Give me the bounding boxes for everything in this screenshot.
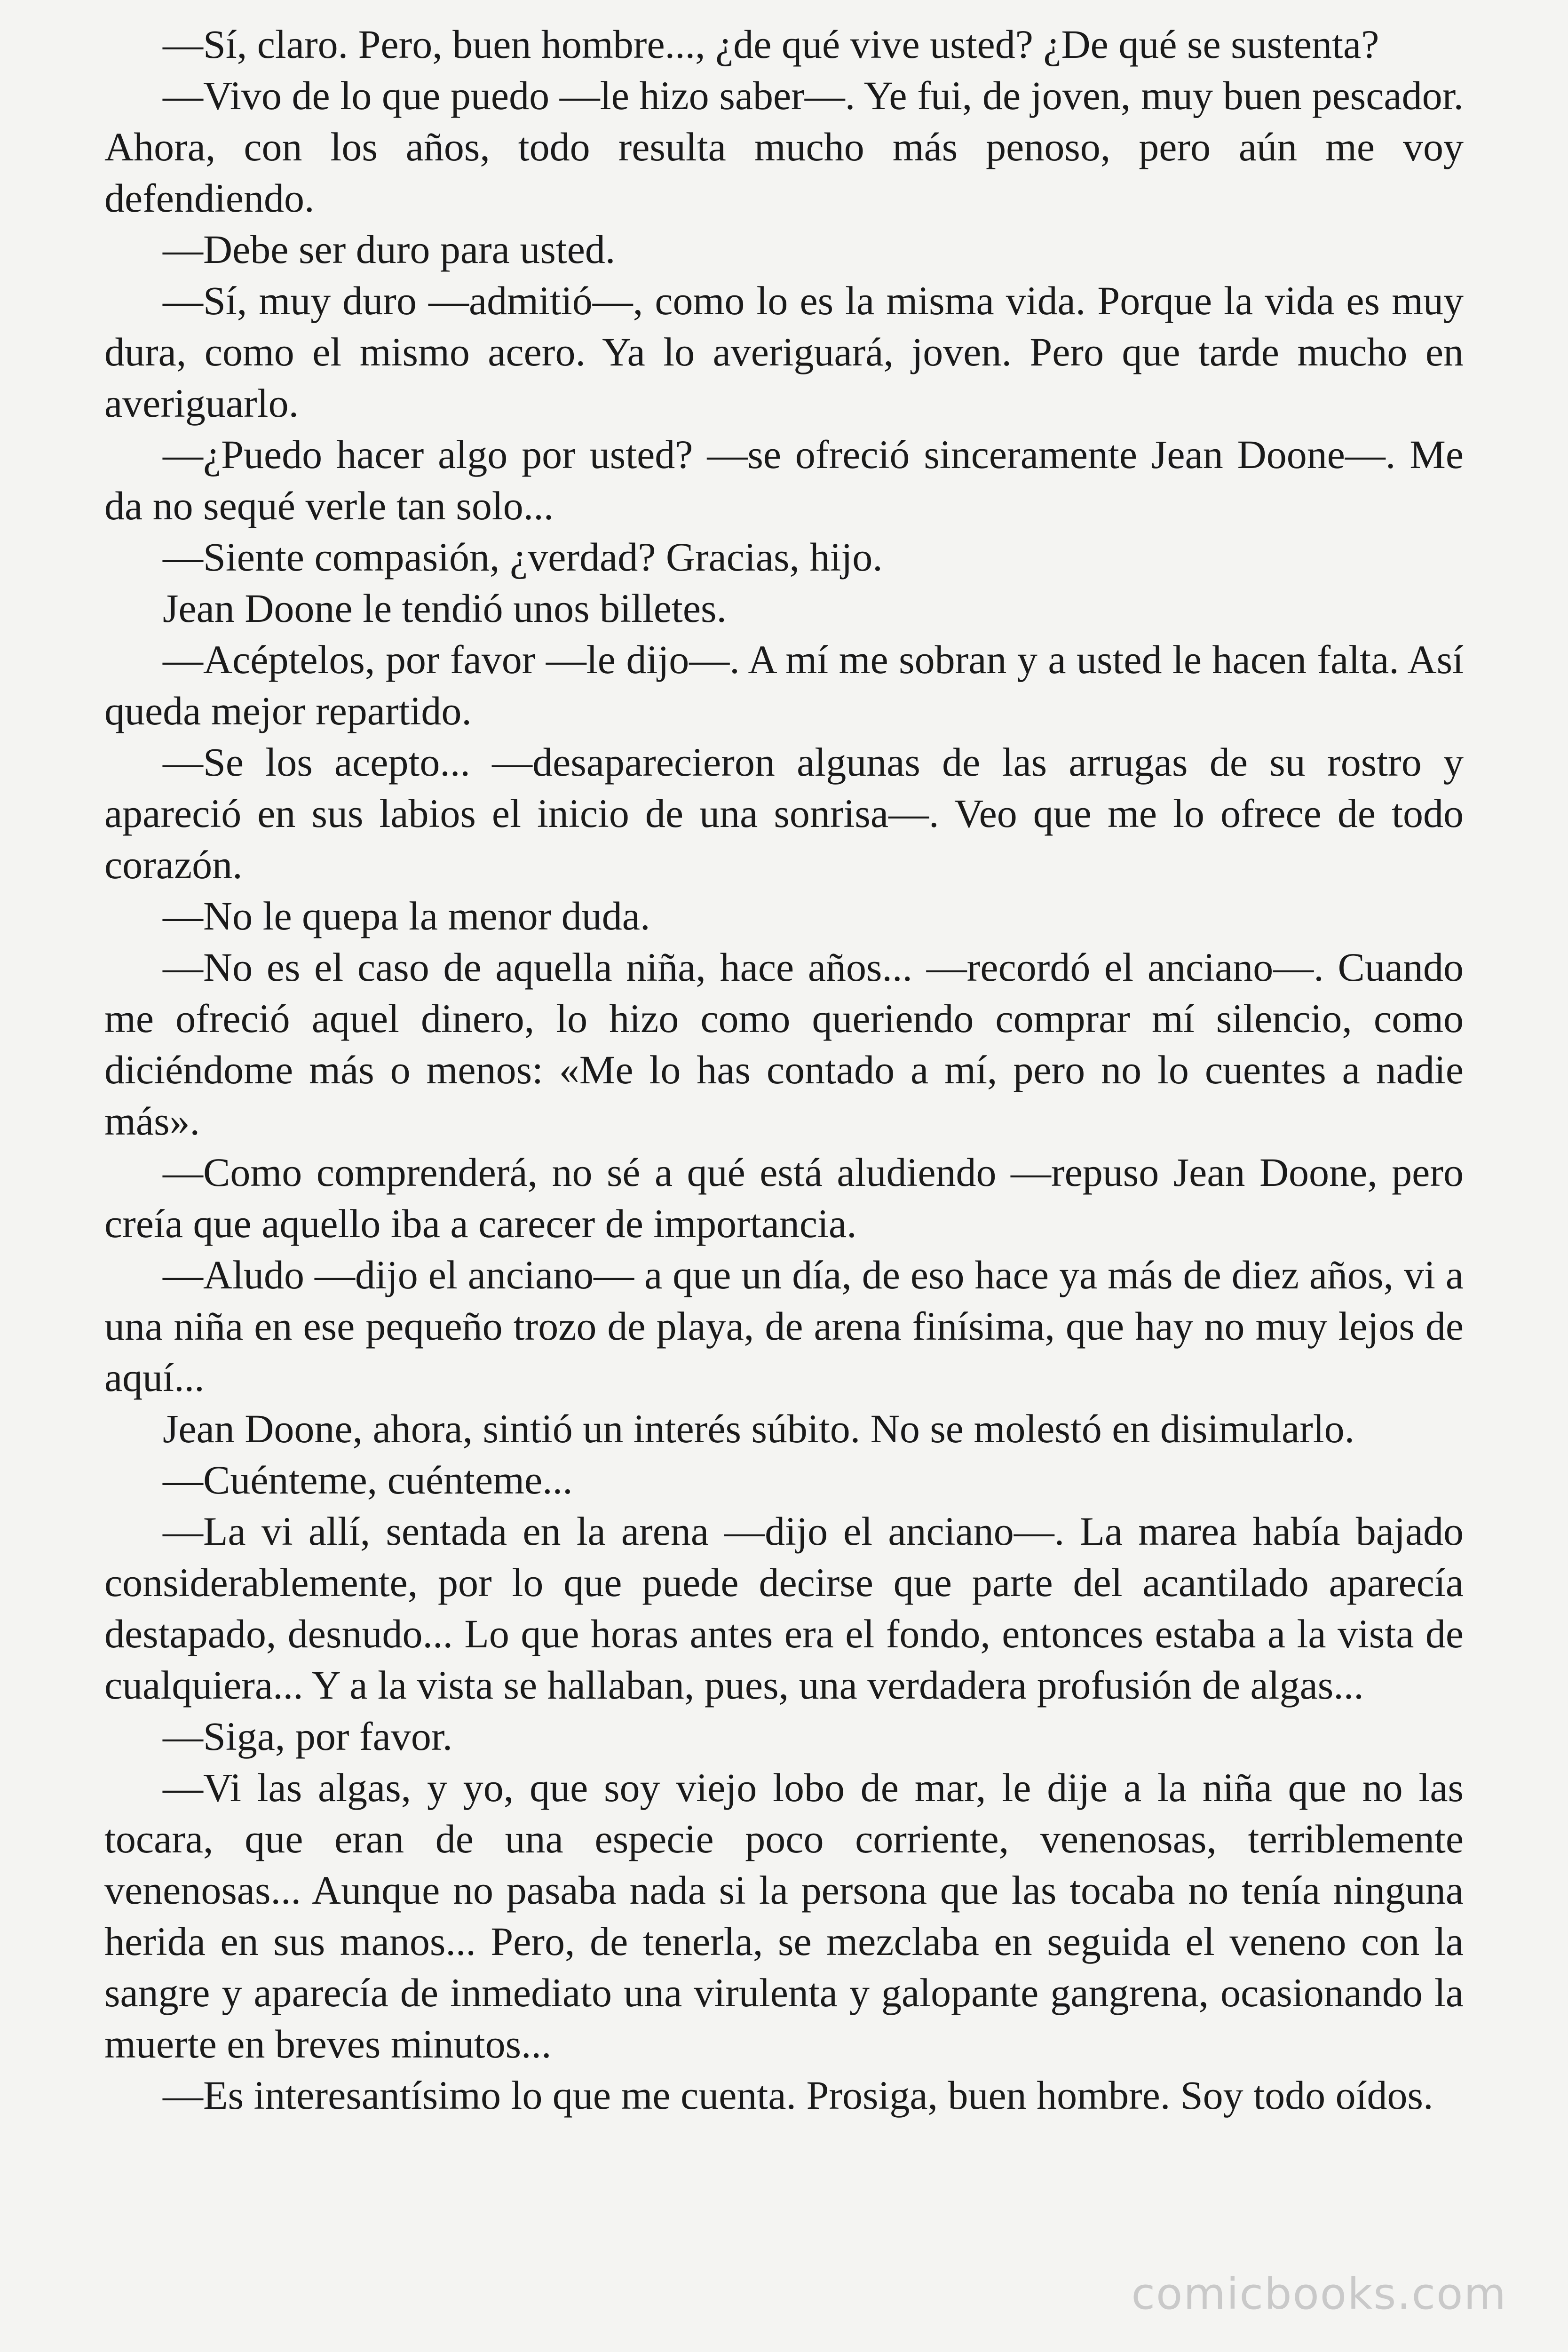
- paragraph: Jean Doone le tendió unos billetes.: [163, 586, 727, 631]
- paragraph: —Siente compasión, ¿verdad? Gracias, hijo.: [163, 534, 883, 580]
- watermark: comicbooks.com: [1131, 2269, 1507, 2319]
- book-page: [104, 19, 1464, 2121]
- paragraph: —¿Puedo hacer algo por usted? —se ofreció sinceramente Jean Doone—. Me da no sequé verle tan solo...: [104, 432, 1464, 528]
- paragraph: —Se los acepto... —desaparecieron algunas de las arrugas de su rostro y apareció en sus labios el inicio de una sonrisa—. Veo que me lo ofrece de todo corazón.: [104, 739, 1464, 887]
- paragraph: —Vi las algas, y yo, que soy viejo lobo de mar, le dije a la niña que no las tocara, que eran de una especie poco corriente, venenosas, terriblemente venenosas... Aunque no pasaba nada si la persona que las tocaba no tenía ninguna herida en sus manos... Pero, de tenerla, se mezclaba en seguida el veneno con la sangre y aparecía de inmediato una virulenta y galopante gangrena, ocasionando la muerte en breves minutos...: [104, 1765, 1464, 2066]
- paragraph: —Como comprenderá, no sé a qué está aludiendo —repuso Jean Doone, pero creía que aquello iba a carecer de importancia.: [104, 1150, 1464, 1246]
- paragraph: —Siga, por favor.: [163, 1714, 453, 1759]
- paragraph: —La vi allí, sentada en la arena —dijo el anciano—. La marea había bajado considerablemente, por lo que puede decirse que parte del acantilado aparecía destapado, desnudo... Lo que horas antes era el fondo, entonces estaba a la vista de cualquiera... Y a la vista se hallaban, pues, una verdadera profusión de algas...: [104, 1509, 1464, 1708]
- paragraph: —No le quepa la menor duda.: [163, 893, 650, 938]
- paragraph: —Cuénteme, cuénteme...: [163, 1457, 573, 1502]
- paragraph: —No es el caso de aquella niña, hace años... —recordó el anciano—. Cuando me ofreció aquel dinero, lo hizo como queriendo comprar mí silencio, como diciéndome más o menos: «Me lo has contado a mí, pero no lo cuentes a nadie más».: [104, 945, 1464, 1144]
- paragraph: —Vivo de lo que puedo —le hizo saber—. Ye fui, de joven, muy buen pescador. Ahora, con los años, todo resulta mucho más penoso, pero aún me voy defendiendo.: [104, 73, 1464, 221]
- paragraph: Jean Doone, ahora, sintió un interés súbito. No se molestó en disimularlo.: [163, 1406, 1355, 1451]
- paragraph: —Aludo —dijo el anciano— a que un día, de eso hace ya más de diez años, vi a una niña en ese pequeño trozo de playa, de arena finísima, que hay no muy lejos de aquí...: [104, 1252, 1464, 1400]
- paragraph: —Debe ser duro para usted.: [163, 227, 616, 272]
- paragraph: —Acéptelos, por favor —le dijo—. A mí me sobran y a usted le hacen falta. Así queda mejor repartido.: [104, 637, 1464, 733]
- paragraph: —Sí, claro. Pero, buen hombre..., ¿de qué vive usted? ¿De qué se sustenta?: [163, 22, 1379, 67]
- paragraph: —Sí, muy duro —admitió—, como lo es la misma vida. Porque la vida es muy dura, como el mismo acero. Ya lo averiguará, joven. Pero que tarde mucho en averiguarlo.: [104, 278, 1464, 426]
- paragraph: —Es interesantísimo lo que me cuenta. Prosiga, buen hombre. Soy todo oídos.: [163, 2073, 1433, 2118]
